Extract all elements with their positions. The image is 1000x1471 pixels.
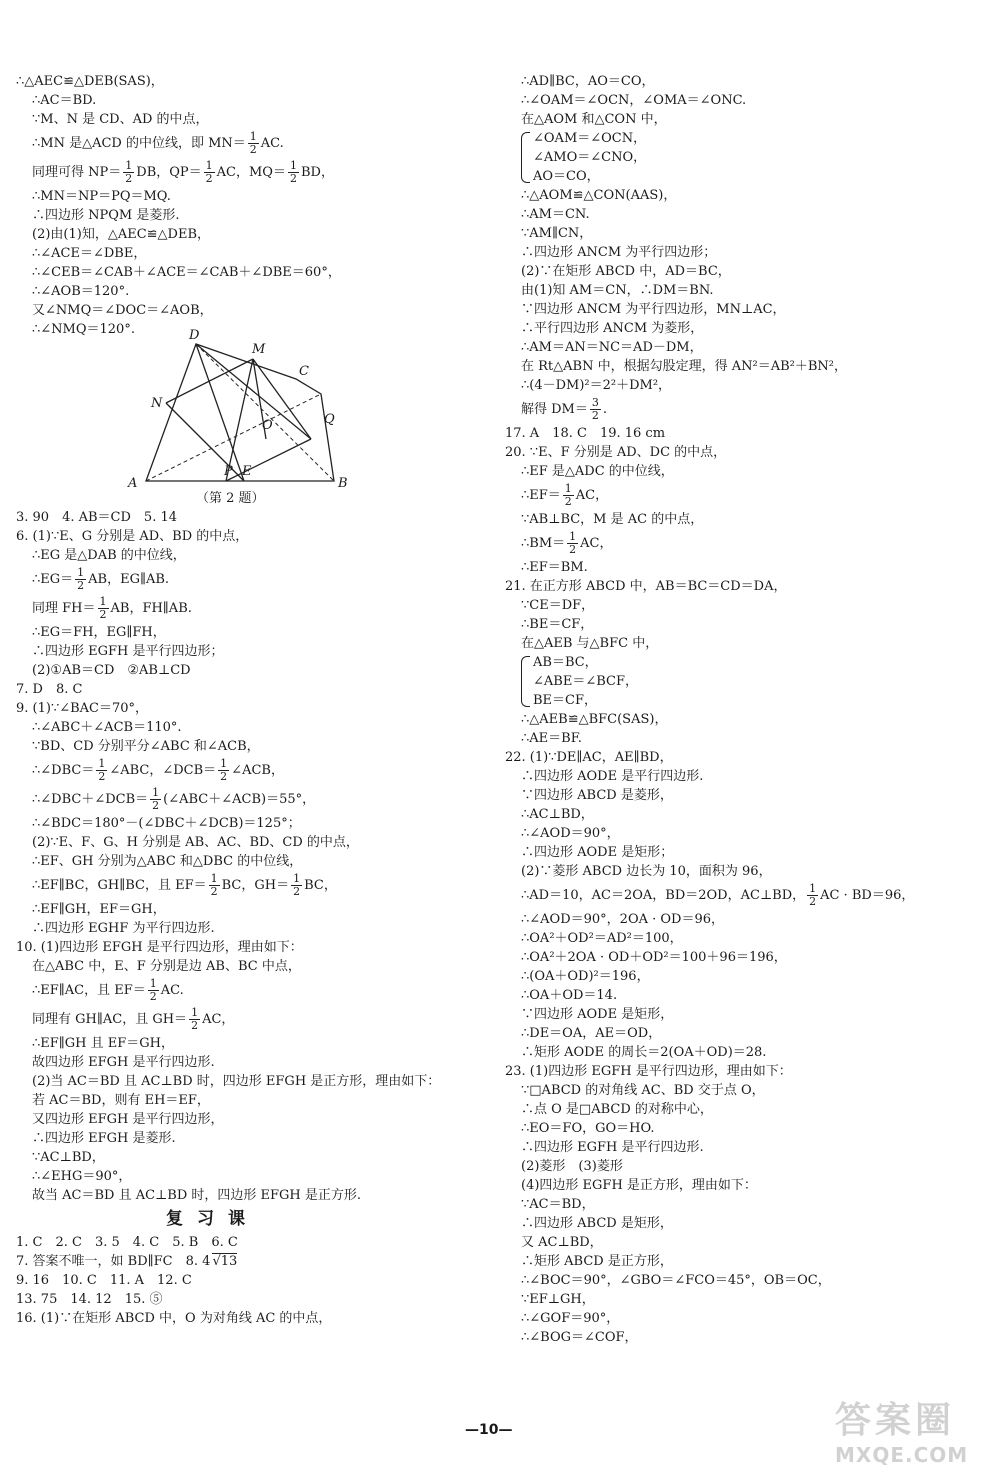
text-line: ∴(OA＋OD)²＝196， xyxy=(521,969,650,984)
text-line: ∴AM＝CN. xyxy=(521,207,590,222)
text-line: ∴AC＝BD. xyxy=(32,93,97,108)
text-line: ∴四边形 AODE 是矩形； xyxy=(521,845,674,860)
left-column xyxy=(16,72,486,1328)
text-line: 6. (1)∵E、G 分别是 AD、BD 的中点， xyxy=(16,529,249,544)
text-line: (2)∵在矩形 ABCD 中，AD＝BC， xyxy=(521,264,731,279)
text-line: ∴四边形 EFGH 是菱形. xyxy=(32,1131,176,1146)
text-line: ∴四边形 NPQM 是菱形. xyxy=(32,208,180,223)
formula-line: ∴∠DBC＋∠DCB＝ $\frac{1}{2}$ (∠ABC＋∠ACB)＝55°， xyxy=(32,786,316,812)
formula-line: ∴EF＝ $\frac{1}{2}$ AC， xyxy=(521,482,609,508)
text-line: ∴∠CEB＝∠CAB＋∠ACE＝∠CAB＋∠DBE＝60°， xyxy=(32,265,341,280)
text-line: ∴四边形 ABCD 是矩形， xyxy=(521,1216,673,1231)
equation-system xyxy=(505,129,975,186)
text-line: BE＝CF， xyxy=(533,693,598,708)
text-line: ∠OAM＝∠OCN， xyxy=(533,131,647,146)
text-line: ∴∠AOB＝120°. xyxy=(32,284,130,299)
text-line: AB＝BC， xyxy=(533,655,598,670)
text-line: ∴EG＝FH，EG∥FH， xyxy=(32,625,166,640)
text-line: ∴四边形 EGFH 是平行四边形； xyxy=(32,644,224,659)
text-line: ∴EO＝FO，GO＝HO. xyxy=(521,1121,655,1136)
text-line: 22. (1)∵DE∥AC，AE∥BD， xyxy=(505,750,673,765)
text-line: 在△AEB 与△BFC 中， xyxy=(521,636,659,651)
text-line: ∴点 O 是□ABCD 的对称中心， xyxy=(521,1102,713,1117)
text-line: (2)由(1)知，△AEC≌△DEB， xyxy=(32,227,211,242)
watermark-text: 答案圈 xyxy=(835,1400,956,1441)
text-line: 由(1)知 AM＝CN，∴DM＝BN. xyxy=(521,283,714,298)
point-label: N xyxy=(151,396,163,411)
text-line: 又四边形 EFGH 是平行四边形， xyxy=(32,1112,224,1127)
formula-line: 同理 FH＝ $\frac{1}{2}$ AB，FH∥AB. xyxy=(32,595,192,621)
watermark-logo xyxy=(835,1392,985,1467)
text-line: ∴四边形 EGFH 是平行四边形. xyxy=(521,1140,704,1155)
text-line: ∴矩形 AODE 的周长＝2(OA＋OD)＝28. xyxy=(521,1045,767,1060)
text-line: ∠AMO＝∠CNO， xyxy=(533,150,647,165)
text-line: ∴DE＝OA，AE＝OD， xyxy=(521,1026,662,1041)
text-line: ∴四边形 ANCM 为平行四边形； xyxy=(521,245,717,260)
text-line: ∴∠ACE＝∠DBE， xyxy=(32,246,147,261)
text-line: ∵□ABCD 的对角线 AC、BD 交于点 O， xyxy=(521,1083,765,1098)
formula-line: ∴AD＝10，AC＝2OA，BD＝2OD，AC⊥BD， $\frac{1}{2}$ AC · BD＝96， xyxy=(521,882,915,908)
text-line: ∴△AOM≌△CON(AAS)， xyxy=(521,188,677,203)
text-line: 故当 AC＝BD 且 AC⊥BD 时，四边形 EFGH 是正方形. xyxy=(32,1188,362,1203)
text-line: ∵EF⊥GH， xyxy=(521,1292,595,1307)
text-line: ∴MN＝NP＝PQ＝MQ. xyxy=(32,189,171,204)
text-line: ∴∠AOD＝90°， xyxy=(521,826,620,841)
text-line: 又∠NMQ＝∠DOC＝∠AOB， xyxy=(32,303,213,318)
text-line: ∴EG 是△DAB 的中位线， xyxy=(32,548,186,563)
text-line: 9. (1)∵∠BAC＝70°， xyxy=(16,701,149,716)
text-line: 故四边形 EFGH 是平行四边形. xyxy=(32,1055,215,1070)
text-line: ∴∠BOC＝90°，∠GBO＝∠FCO＝45°，OB＝OC， xyxy=(521,1273,831,1288)
text-line: (2)∵E、F、G、H 分别是 AB、AC、BD、CD 的中点， xyxy=(32,835,359,850)
section-heading: 复习课 xyxy=(166,1209,259,1229)
text-line: ∴EF∥GH 且 EF＝GH， xyxy=(32,1036,175,1051)
point-label: P xyxy=(224,464,233,479)
text-line: ∵AM∥CN， xyxy=(521,226,593,241)
point-label: M xyxy=(252,342,266,357)
text-line: (2)∵菱形 ABCD 边长为 10，面积为 96， xyxy=(521,864,772,879)
figure-caption: （第 2 题） xyxy=(196,491,265,506)
text-line: ∵四边形 ANCM 为平行四边形，MN⊥AC， xyxy=(521,302,786,317)
answer-line: 17. A 18. C 19. 16 cm xyxy=(505,426,666,441)
text-line: 10. (1)四边形 EFGH 是平行四边形，理由如下： xyxy=(16,940,303,955)
text-line: ∴AM＝AN＝NC＝AD－DM， xyxy=(521,340,703,355)
right-column xyxy=(505,72,975,1347)
text-line: ∴∠AOD＝90°，2OA · OD＝96， xyxy=(521,912,725,927)
text-line: ∴∠BOG＝∠COF， xyxy=(521,1330,638,1345)
text-line: ∴OA＋OD＝14. xyxy=(521,988,618,1003)
point-label: C xyxy=(299,364,309,379)
text-line: ∴平行四边形 ANCM 为菱形， xyxy=(521,321,704,336)
text-line: (2)当 AC＝BD 且 AC⊥BD 时，四边形 EFGH 是正方形，理由如下： xyxy=(32,1074,441,1089)
text-line: (4)四边形 EGFH 是正方形，理由如下： xyxy=(521,1178,757,1193)
brace-icon xyxy=(521,656,530,707)
formula-line: 同理可得 NP＝ $\frac{1}{2}$ DB，QP＝ $\frac{1}{2}$ AC，MQ＝ $\frac{1}{2}$ BD， xyxy=(32,159,334,185)
text-line: ∴四边形 EGHF 为平行四边形. xyxy=(32,921,215,936)
text-line: ∴∠NMQ＝120°. xyxy=(32,322,135,337)
text-line: ∵AC＝BD， xyxy=(521,1197,595,1212)
text-line: AO＝CO， xyxy=(533,169,600,184)
text-line: ∴BE＝CF， xyxy=(521,617,594,632)
text-line: 3. 90 4. AB＝CD 5. 14 xyxy=(16,510,178,525)
text-line: 7. D 8. C xyxy=(16,682,83,697)
point-label: B xyxy=(338,476,348,491)
text-line: ∴AC⊥BD， xyxy=(521,807,594,822)
text-line: ∴EF 是△ADC 的中位线， xyxy=(521,464,674,479)
formula-line: ∴BM＝ $\frac{1}{2}$ AC， xyxy=(521,530,613,556)
text-line: 21. 在正方形 ABCD 中，AB＝BC＝CD＝DA， xyxy=(505,579,787,594)
text-line: ∵AC⊥BD， xyxy=(32,1150,105,1165)
text-line: ∴∠ABC＋∠ACB＝110°. xyxy=(32,720,182,735)
formula-line: ∴EG＝ $\frac{1}{2}$ AB，EG∥AB. xyxy=(32,566,170,592)
text-line: ∵BD、CD 分别平分∠ABC 和∠ACB， xyxy=(32,739,260,754)
page-number: —10— xyxy=(465,1422,513,1438)
brace-icon xyxy=(521,132,530,183)
text-line: 16. (1)∵在矩形 ABCD 中，O 为对角线 AC 的中点， xyxy=(16,1311,332,1326)
formula-line: ∴EF∥BC，GH∥BC，且 EF＝ $\frac{1}{2}$ BC，GH＝ $\frac{1}{2}$ BC， xyxy=(32,872,337,898)
point-label: A xyxy=(128,476,138,491)
formula-line: ∴MN 是△ACD 的中位线，即 MN＝ $\frac{1}{2}$ AC. xyxy=(32,130,284,156)
text-line: 若 AC＝BD，则有 EH＝EF， xyxy=(32,1093,210,1108)
formula-line: ∴∠DBC＝ $\frac{1}{2}$ ∠ABC，∠DCB＝ $\frac{1}{2}$ ∠ACB， xyxy=(32,757,284,783)
text-line: 又 AC⊥BD， xyxy=(521,1235,603,1250)
text-line: 在△AOM 和△CON 中， xyxy=(521,112,667,127)
text-line: ∴EF∥GH，EF＝GH， xyxy=(32,902,166,917)
text-line: ∴OA²＋2OA · OD＋OD²＝100＋96＝196， xyxy=(521,950,787,965)
text-line: ∵CE＝DF， xyxy=(521,598,595,613)
text-line: ∵AB⊥BC，M 是 AC 的中点， xyxy=(521,512,704,527)
formula-line: 解得 DM＝ $\frac{3}{2}$ . xyxy=(521,396,608,422)
answer-line: 7. 答案不唯一，如 BD∥FC 8. 4 √13 xyxy=(16,1254,238,1269)
text-line: ∴OA²＋OD²＝AD²＝100， xyxy=(521,931,683,946)
text-line: ∴EF、GH 分别为△ABC 和△DBC 的中位线， xyxy=(32,854,303,869)
point-label: O xyxy=(262,418,273,433)
text-line: 23. (1)四边形 EGFH 是平行四边形，理由如下： xyxy=(505,1064,792,1079)
text-line: ∴(4－DM)²＝2²＋DM²， xyxy=(521,378,672,393)
formula-line: 同理有 GH∥AC，且 GH＝ $\frac{1}{2}$ AC， xyxy=(32,1006,235,1032)
text-line: ∴EF＝BM. xyxy=(521,560,588,575)
text-line: 在 Rt△ABN 中，根据勾股定理，得 AN²＝AB²＋BN²， xyxy=(521,359,847,374)
text-line: 在△ABC 中，E、F 分别是边 AB、BC 中点， xyxy=(32,959,301,974)
text-line: ∵M、N 是 CD、AD 的中点， xyxy=(32,112,209,127)
answer-line: 13. 75 14. 12 15. ⑤ xyxy=(16,1292,163,1307)
text-line: ∴△AEB≌△BFC(SAS)， xyxy=(521,712,668,727)
text-line: ∴∠EHG＝90°， xyxy=(32,1169,132,1184)
point-label: E xyxy=(242,464,252,479)
text-line: ∴矩形 ABCD 是正方形， xyxy=(521,1254,673,1269)
text-line: ∴AE＝BF. xyxy=(521,731,582,746)
point-label: Q xyxy=(324,412,335,427)
text-line: ∴∠OAM＝∠OCN，∠OMA＝∠ONC. xyxy=(521,93,747,108)
text-line: ∵四边形 AODE 是矩形， xyxy=(521,1007,674,1022)
formula-line: ∴EF∥AC，且 EF＝ $\frac{1}{2}$ AC. xyxy=(32,977,184,1003)
answer-line: 9. 16 10. C 11. A 12. C xyxy=(16,1273,192,1288)
text-line: (2)①AB＝CD ②AB⊥CD xyxy=(32,663,191,678)
point-label: D xyxy=(189,328,200,343)
text-line: ∴四边形 AODE 是平行四边形. xyxy=(521,769,704,784)
text-line: ∴∠BDC＝180°－(∠DBC＋∠DCB)＝125°； xyxy=(32,816,301,831)
text-line: ∴△AEC≌△DEB(SAS)， xyxy=(16,74,164,89)
text-line: ∴∠GOF＝90°， xyxy=(521,1311,620,1326)
equation-system xyxy=(505,653,975,710)
answer-line: 1. C 2. C 3. 5 4. C 5. B 6. C xyxy=(16,1235,238,1250)
watermark-url: MXQE.COM xyxy=(835,1443,969,1467)
text-line: ∴AD∥BC，AO＝CO， xyxy=(521,74,655,89)
text-line: 20. ∵E、F 分别是 AD、DC 的中点， xyxy=(505,445,727,460)
text-line: (2)菱形 (3)菱形 xyxy=(521,1159,623,1174)
text-line: ∵四边形 ABCD 是菱形， xyxy=(521,788,673,803)
text-line: ∠ABE＝∠BCF， xyxy=(533,674,638,689)
